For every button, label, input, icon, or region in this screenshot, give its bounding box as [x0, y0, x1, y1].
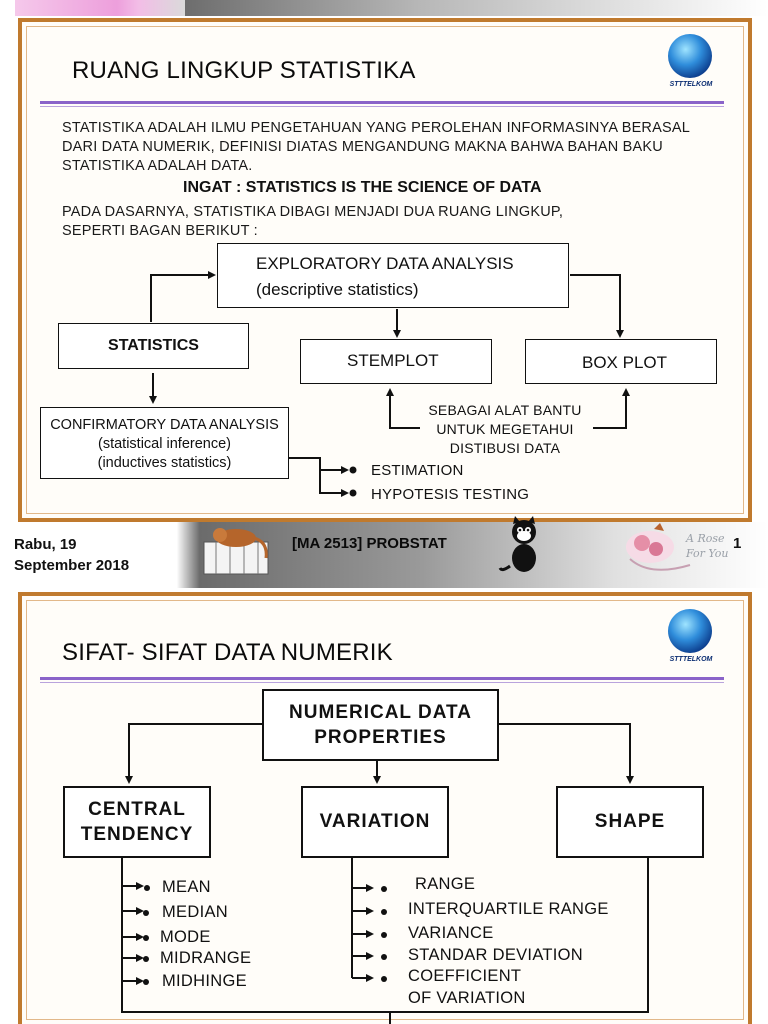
- central-tendency-box: [63, 786, 211, 858]
- monkey-cartoon-icon: [200, 524, 272, 576]
- hypothesis-label: HYPOTESIS TESTING: [371, 486, 530, 503]
- tool-note-line-2: UNTUK MEGETAHUI: [436, 421, 574, 437]
- division-line-2: SEPERTI BAGAN BERIKUT :: [62, 223, 258, 239]
- footer-date: [14, 534, 129, 576]
- list-item-range: RANGE: [415, 875, 476, 893]
- list-item-standard-deviation: STANDAR DEVIATION: [408, 946, 584, 964]
- list-item-midrange: MIDRANGE: [160, 949, 252, 967]
- intro-line-3: STATISTIKA ADALAH DATA.: [62, 158, 253, 174]
- central-line-1: CENTRAL: [88, 799, 186, 820]
- footer-page-number: 1: [733, 535, 742, 552]
- slide-1-logo: [660, 34, 722, 92]
- eda-subtitle: (descriptive statistics): [256, 280, 419, 299]
- slide-1-title: RUANG LINGKUP STATISTIKA: [72, 57, 416, 84]
- slide-2-logo: [660, 609, 722, 667]
- list-item-mode: MODE: [160, 928, 211, 946]
- central-line-2: TENDENCY: [80, 824, 194, 845]
- list-item-interquartile-range: INTERQUARTILE RANGE: [408, 900, 609, 918]
- cda-sub-2: (inductives statistics): [97, 455, 232, 471]
- list-item-coefficient: COEFFICIENT: [408, 967, 522, 985]
- cda-sub-1: (statistical inference): [98, 436, 231, 452]
- sttelkom-logo-icon: [668, 609, 712, 653]
- slide-2-title-rule: [40, 677, 724, 680]
- eda-box: [217, 243, 569, 308]
- reminder-line: INGAT : STATISTICS IS THE SCIENCE OF DATA: [183, 179, 542, 196]
- root-line-2: PROPERTIES: [314, 727, 447, 748]
- variation-box: [301, 786, 449, 858]
- slide-1-title-rule: [40, 101, 724, 104]
- shape-label: SHAPE: [594, 811, 666, 832]
- rose-sticker-icon: [620, 519, 750, 579]
- boxplot-label: BOX PLOT: [582, 353, 668, 372]
- footer-date-line-1: Rabu, 19: [14, 536, 77, 553]
- footer-course: [MA 2513] PROBSTAT: [292, 535, 447, 552]
- stemplot-box: [300, 339, 492, 384]
- list-item-of-variation: OF VARIATION: [408, 989, 526, 1007]
- root-line-1: NUMERICAL DATA: [289, 702, 472, 723]
- tool-note-line-3: DISTIBUSI DATA: [449, 440, 561, 456]
- statistics-box: [58, 323, 249, 369]
- slide-2-title: SIFAT- SIFAT DATA NUMERIK: [62, 639, 393, 666]
- intro-line-1: STATISTIKA ADALAH ILMU PENGETAHUAN YANG PEROLEHAN INFORMASINYA BERASAL: [62, 120, 690, 136]
- cda-title: CONFIRMATORY DATA ANALYSIS: [50, 417, 279, 433]
- tool-note-line-1: SEBAGAI ALAT BANTU: [428, 402, 582, 418]
- list-item-midhinge: MIDHINGE: [162, 972, 247, 990]
- cda-box: [40, 407, 289, 479]
- stemplot-label: STEMPLOT: [347, 351, 439, 370]
- slide-1-title-rule-thin: [40, 106, 724, 107]
- variation-label: VARIATION: [319, 811, 431, 832]
- list-item-median: MEDIAN: [162, 903, 228, 921]
- logo-label: STTTELKOM: [669, 81, 713, 88]
- eda-title: EXPLORATORY DATA ANALYSIS: [256, 254, 514, 273]
- cat-cartoon-icon: [498, 516, 550, 576]
- list-item-mean: MEAN: [162, 878, 211, 896]
- footer-date-line-2: September 2018: [14, 557, 130, 574]
- sttelkom-logo-icon: [668, 34, 712, 78]
- estimation-label: ESTIMATION: [371, 462, 464, 479]
- logo-label: STTTELKOM: [669, 656, 713, 663]
- numerical-data-properties-box: [262, 689, 499, 761]
- intro-line-2: DARI DATA NUMERIK, DEFINISI DIATAS MENGANDUNG MAKNA BAHWA BAHAN BAKU: [62, 139, 663, 155]
- division-paragraph: [62, 203, 712, 241]
- division-line-1: PADA DASARNYA, STATISTIKA DIBAGI MENJADI DUA RUANG LINGKUP,: [62, 204, 564, 220]
- list-item-variance: VARIANCE: [408, 924, 494, 942]
- statistics-label: STATISTICS: [108, 337, 199, 354]
- tool-note: [415, 401, 595, 458]
- rose-sticker-text: A Rose For You: [686, 532, 729, 560]
- slide-2-title-rule-thin: [40, 682, 724, 683]
- top-pink-accent: [15, 0, 185, 16]
- boxplot-box: [525, 339, 717, 384]
- shape-box: [556, 786, 704, 858]
- intro-paragraph: [62, 119, 712, 176]
